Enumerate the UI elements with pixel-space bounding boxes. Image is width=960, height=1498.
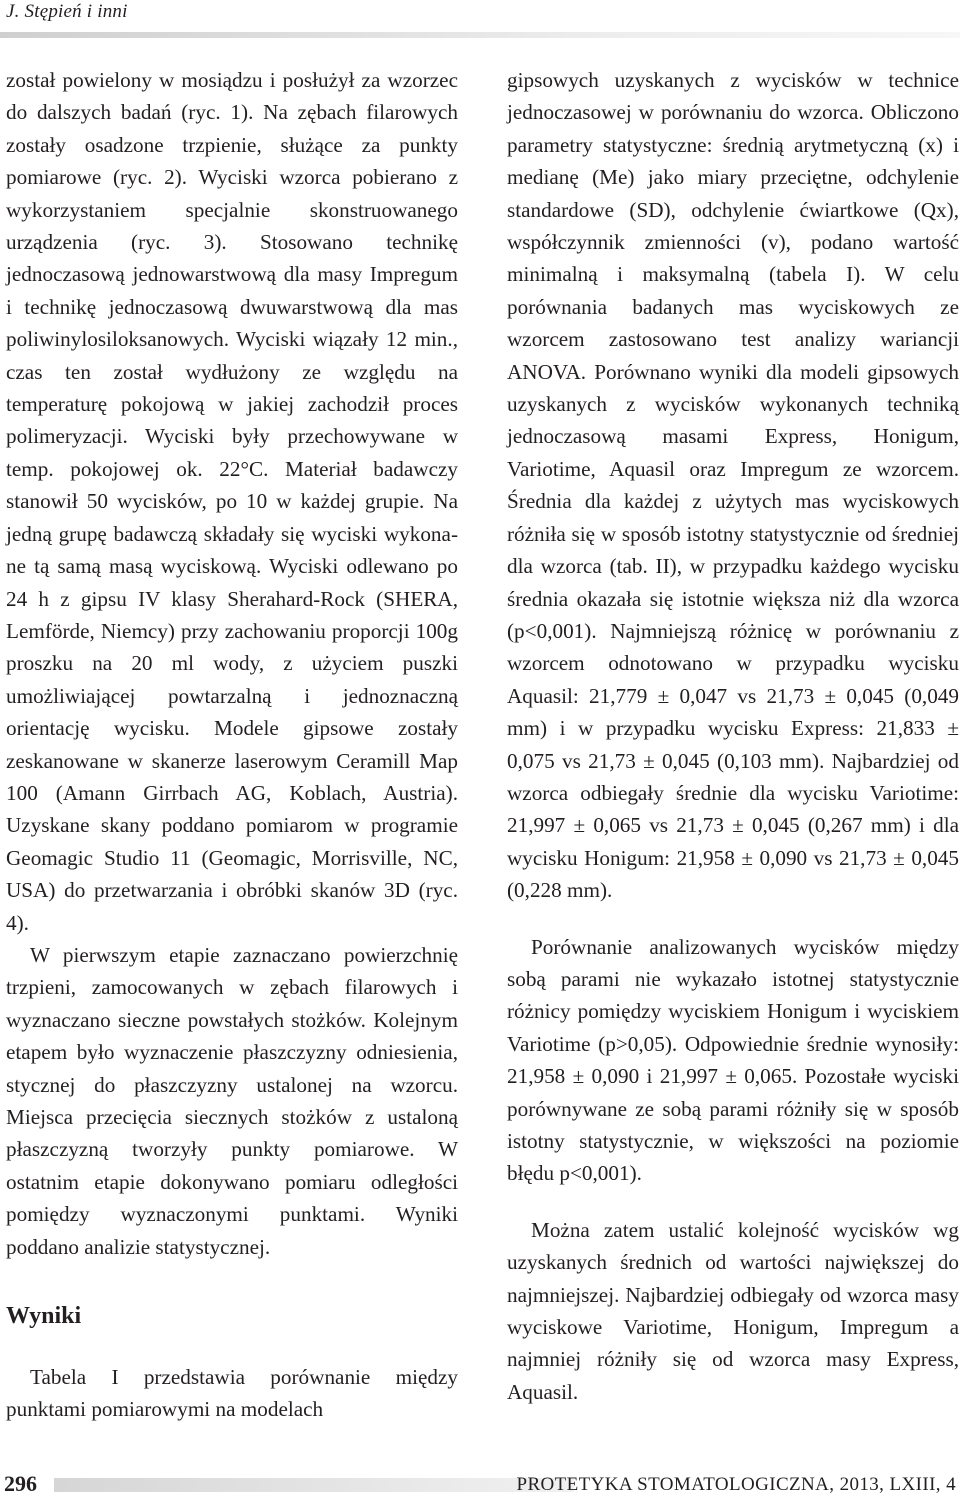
running-head: J. Stępień i inni [6, 1, 128, 22]
paragraph: Można zatem ustalić kolejność wycisków wg uzyskanych średnich od wartości największej do najmniejszej. Najbardziej odbiegały od wzorca masy wyciskowe Variotime, Honigum, Impregum a najmniej różniły się od wzorca masy Express, Aquasil. [507, 1217, 959, 1404]
paragraph: został powielony w mosiądzu i posłużył za wzorzec do dalszych badań (ryc. 1). Na zębach filarowych zostały osadzone trzpienie, służące za punkty pomiarowe (ryc. 2). Wyciski wzorca pobierano z wykorzystaniem specjalnie skonstruowanego urządzenia (ryc. 3). Stosowano technikę jednoczasową jednowarstwową dla masy Impregum i technikę jednoczasową dwuwarstwową dla mas poliwinylosiloksanowych. Wyciski wiązały 12 min., czas ten został wydłużony ze względu na temperaturę pokojową w jakiej zachodził proces polimeryzacji. Wyciski były przechowywane w temp. pokojowej ok. 22°C. Materiał badawczy stanowił 50 wycisków, po 10 w każdej grupie. Na jedną grupę badawczą składały się wyciski wykonane tą samą masą wyciskową. Wyciski odlewano po 24 h z gipsu IV klasy Sherahard-Rock (SHERA, Lemförde, Niemcy) przy zachowaniu proporcji 100g proszku na 20 ml wody, z użyciem puszki umożliwiającej powtarzalną i jednoznaczną orientację wycisku. Modele gipsowe zostały zeskanowane w skanerze laserowym Ceramill Map 100 (Amann Girrbach AG, Koblach, Austria). Uzyskane skany poddano pomiarom w programie Geomagic Studio 11 (Geomagic, Morrisville, NC, USA) do przetwarzania i obróbki skanów 3D (ryc. 4). [6, 68, 458, 935]
section-heading-results: Wyniki [6, 1303, 82, 1330]
paragraph: W pierwszym etapie zaznaczano powierzchnię trzpieni, zamocowanych w zębach filarowych i wyznaczano sieczne powstałych stożków. Kolejnym etapem było wyznaczenie płaszczyzny odniesienia, stycznej do płaszczyzny ustalonej na wzorcu. Miejsca przecięcia siecznych stożków z ustaloną płaszczyzną tworzyły punkty pomiarowe. W ostatnim etapie dokonywano pomiaru odległości pomiędzy wyznaczonymi punktami. Wyniki poddano analizie statystycznej. [6, 942, 458, 1259]
right-column [507, 64, 959, 1408]
header-rule [0, 32, 960, 38]
footer-bar [54, 1478, 574, 1492]
paragraph: gipsowych uzyskanych z wycisków w technice jednoczasowej w porównaniu do wzorca. Obliczono parametry statystyczne: średnią arytmetyczną (x) i medianę (Me) jako miary przeciętne, odchylenie standardowe (SD), odchylenie ćwiartkowe (Qx), współczynnik zmienności (v), podano wartość minimalną i maksymalną (tabela I). W celu porównania badanych mas wyciskowych ze wzorcem zastosowano test analizy wariancji ANOVA. Porównano wyniki dla modeli gipsowych uzyskanych z wycisków wykonanych techniką jednoczasową masami Express, Honigum, Variotime, Aquasil oraz Impregum ze wzorcem. Średnia dla każdej z użytych mas wyciskowych różniła się w sposób istotny statystycznie od średniej dla wzorca (tab. II), w przypadku każdego wycisku średnia okazała się istotnie większa niż dla wzorca (p<0,001). Najmniejszą różnicę w porównaniu z wzorcem odnotowano w przypadku wycisku Aquasil: 21,779 ± 0,047 vs 21,73 ± 0,045 (0,049 mm) i w przypadku wycisku Express: 21,833 ± 0,075 vs 21,73 ± 0,045 (0,103 mm). Najbardziej od wzorca odbiegały średnie dla wycisku Variotime: 21,997 ± 0,065 vs 21,73 ± 0,045 (0,267 mm) i dla wycisku Honigum: 21,958 ± 0,090 vs 21,73 ± 0,045 (0,228 mm). [507, 68, 959, 903]
page-footer [0, 1470, 960, 1498]
paragraph: Tabela I przedstawia porównanie między punktami pomiarowymi na modelach [6, 1365, 458, 1422]
page-number: 296 [4, 1471, 37, 1496]
paragraph: Porównanie analizowanych wycisków między sobą parami nie wykazało istotnej statystycznie różnicy pomiędzy wyciskiem Honigum i wyciskiem Variotime (p>0,05). Odpowiednie średnie wynosiły: 21,958 ± 0,090 i 21,997 ± 0,065. Pozostałe wyciski porównywane ze sobą parami różniły się w sposób istotny statystycznie, w większości na poziomie błędu p<0,001). [507, 934, 959, 1186]
left-column [6, 64, 458, 1426]
journal-title: PROTETYKA STOMATOLOGICZNA, 2013, LXIII, 4 [516, 1474, 956, 1495]
